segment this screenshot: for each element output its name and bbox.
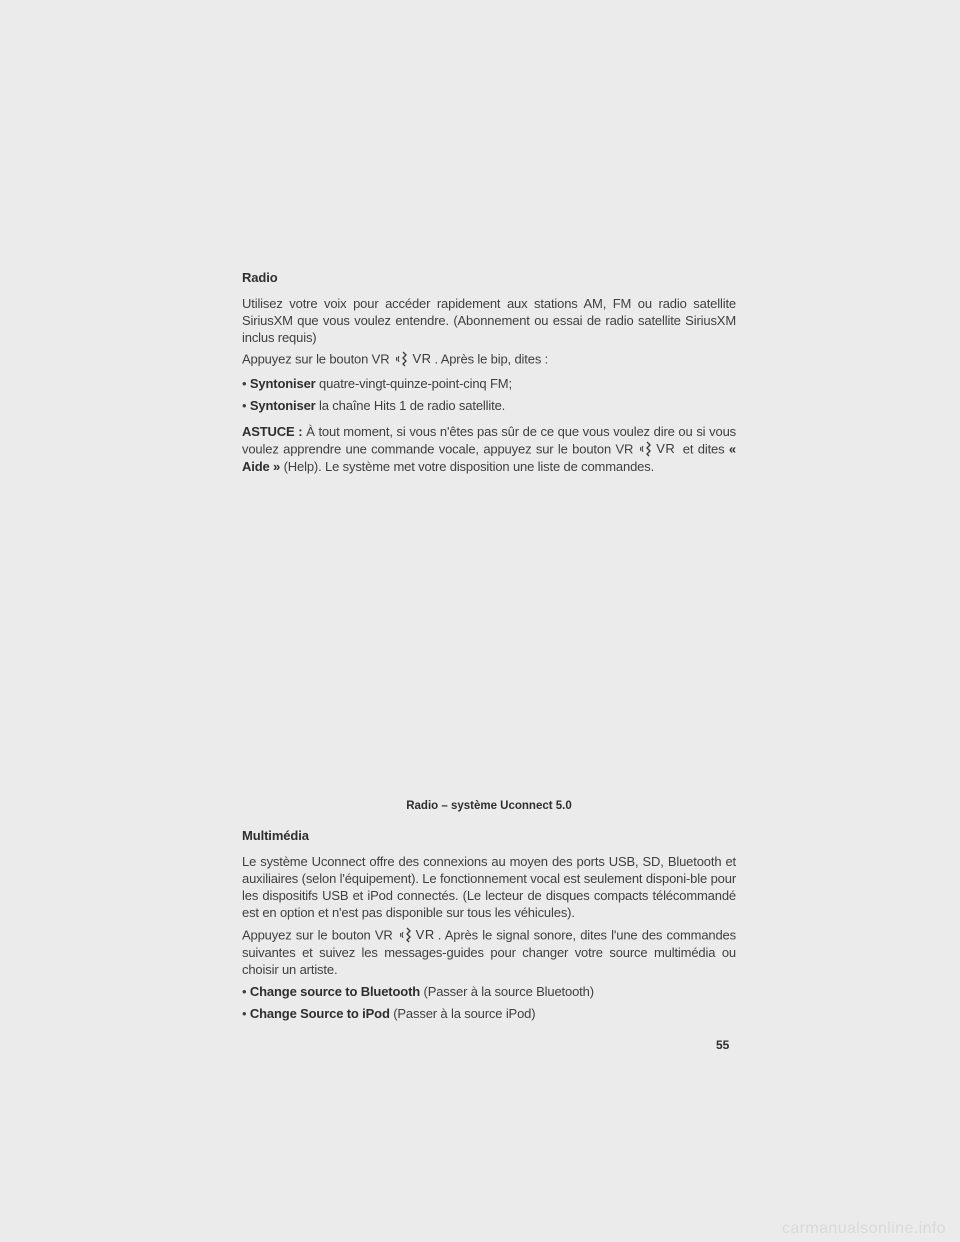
vr-button-icon: VR [396,350,431,367]
list-item: • Change Source to iPod (Passer à la source iPod) [242,1006,536,1021]
multimedia-press-instruction: Appuyez sur le bouton VR VR . Après le signal sonore, dites l'une des commandes suivantes et suivez les messages-guides pour changer votre source multimédia ou choisir un artiste. [242,927,736,977]
page-number: 55 [716,1038,730,1052]
watermark: carmanualsonline.info [781,1220,946,1237]
press-after-text: . Après le bip, dites : [434,351,549,367]
list-item: • Syntoniser la chaîne Hits 1 de radio satellite. [242,398,506,413]
press-before-text: Appuyez sur le bouton VR [242,351,390,367]
list-item: • Change source to Bluetooth (Passer à la source Bluetooth) [242,984,594,999]
tip-label: ASTUCE : [242,424,303,439]
list-item: • Syntoniser quatre-vingt-quinze-point-cinq FM; [242,376,512,391]
radio-intro: Utilisez votre voix pour accéder rapidement aux stations AM, FM ou radio satellite SiriusXM que vous voulez entendre. (Abonnement ou essai de radio satellite SiriusXM inclus requis) [242,296,736,345]
radio-heading: Radio [242,270,278,285]
figure-caption: Radio – système Uconnect 5.0 [406,800,572,812]
vr-button-icon: VR [400,926,435,943]
radio-press-instruction [242,350,736,368]
vr-button-icon: VR [640,440,675,457]
tip-paragraph: ASTUCE : À tout moment, si vous n'êtes pas sûr de ce que vous voulez dire ou si vous voulez apprendre une commande vocale, appuyez sur le bouton VR VR et dites « Aide » (Help). Le système met votre disposition une liste de commandes. [242,424,736,474]
multimedia-heading: Multimédia [242,828,309,843]
multimedia-intro: Le système Uconnect offre des connexions au moyen des ports USB, SD, Bluetooth et auxiliaires (selon l'équipement). Le fonctionnement vocal est seulement disponi-ble pour les dispositifs USB et iPod connectés. (Le lecteur de disques compacts télécommandé est en option et n'est pas disponible sur tous les véhicules). [242,854,736,920]
